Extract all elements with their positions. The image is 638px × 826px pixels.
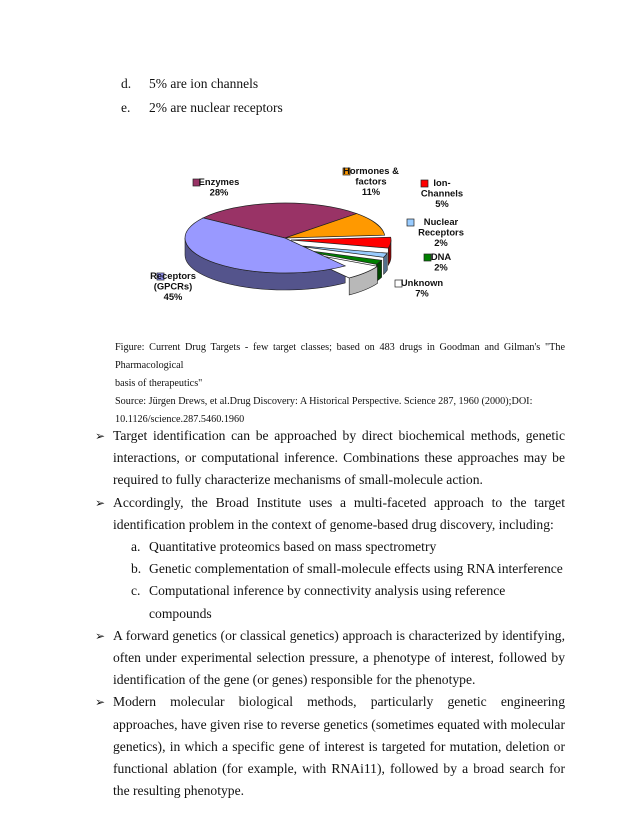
chart-label-line: factors <box>355 175 387 187</box>
bullet-text: Accordingly, the Broad Institute uses a multi-faceted approach to the target identification problem in the context of genome-based drug discovery, including: <box>113 494 565 532</box>
arrow-bullet-icon: ➢ <box>95 429 106 443</box>
list-marker: d. <box>121 76 132 91</box>
caption-line: basis of therapeutics" <box>115 378 203 389</box>
bullet-item <box>95 691 565 802</box>
chart-label-line: (GPCRs) <box>153 280 193 292</box>
chart-label-line: Enzymes <box>198 176 240 187</box>
chart-label-line: Nuclear <box>423 216 459 227</box>
top-list <box>121 72 283 120</box>
list-item <box>121 96 283 120</box>
chart-label-line: Receptors <box>150 270 196 281</box>
chart-label-line: DNA <box>430 251 452 262</box>
sub-list-text: Genetic complementation of small-molecule effects using RNA interference <box>149 561 563 577</box>
bullet-text: Modern molecular biological methods, particularly genetic engineering approaches, have given rise to reverse genetics (sometimes equated with molecular genetics), in which a specific gene of interest is targeted for mutation, deletion or functional ablation (for example, with RNAi11), followed by a broad search for the resulting phenotype. <box>113 694 565 799</box>
arrow-bullet-icon: ➢ <box>95 495 106 510</box>
chart-label-line: 5% <box>435 198 449 210</box>
chart-label-line: 7% <box>415 287 429 299</box>
legend-swatch-nuclear-receptors <box>407 219 414 226</box>
arrow-bullet-icon: ➢ <box>95 628 106 643</box>
sub-list-marker: b. <box>131 561 142 577</box>
chart-label-line: 28% <box>209 186 229 198</box>
chart-label-hormones-factors <box>343 165 399 197</box>
bullet-text: A forward genetics (or classical genetics) approach is characterized by identifying, often under experimental selection pressure, a phenotype of interest, followed by identification of the gene (or genes) responsible for the phenotype. <box>113 627 565 688</box>
chart-label-unknown <box>401 277 443 299</box>
chart-label-nuclear-receptors <box>418 216 464 248</box>
list-text: 5% are ion channels <box>149 76 259 91</box>
sub-list-marker: a. <box>131 539 141 555</box>
chart-label-line: 11% <box>361 186 381 198</box>
chart-label-line: 2% <box>434 237 448 249</box>
list-marker: e. <box>121 100 131 115</box>
sub-list-item <box>95 536 565 558</box>
list-item <box>121 72 283 96</box>
chart-label-line: Channels <box>420 187 464 199</box>
chart-label-line: Receptors <box>418 226 464 238</box>
chart-label-line: 2% <box>434 261 448 273</box>
list-text: 2% are nuclear receptors <box>149 100 283 115</box>
chart-label-line: 45% <box>163 291 183 303</box>
source-line: 10.1126/science.287.5460.1960 <box>115 414 245 425</box>
bullet-list <box>95 425 565 802</box>
bullet-item <box>95 625 565 692</box>
sub-list-item <box>95 558 565 580</box>
caption-line: Figure: Current Drug Targets - few target classes; based on 483 drugs in Goodman and Gilman's "The Pharmacological <box>115 342 565 371</box>
sub-list-marker: c. <box>131 583 141 599</box>
chart-label-enzymes <box>199 176 240 198</box>
drug-targets-pie-chart <box>145 160 475 320</box>
chart-label-dna <box>431 251 452 273</box>
bullet-item <box>95 425 565 492</box>
sub-list-item <box>95 580 565 624</box>
chart-label-line: Ion- <box>433 177 451 188</box>
bullet-item <box>95 492 565 536</box>
sub-list-text: Quantitative proteomics based on mass spectrometry <box>149 539 437 555</box>
chart-label-receptors-gpcrs <box>150 270 196 302</box>
bullet-text: Target identification can be approached by direct biochemical methods, genetic interactions, or computational inference. Combinations these approaches may be required to fully characterize mechanisms of small-molecule action. <box>113 428 565 488</box>
figure-caption <box>115 339 565 429</box>
arrow-bullet-icon: ➢ <box>95 695 106 710</box>
sub-list-text: Computational inference by connectivity analysis using reference compounds <box>149 583 506 621</box>
chart-label-line: Unknown <box>400 277 444 288</box>
chart-label-line: Hormones & <box>343 165 399 176</box>
legend-swatch-ion-channels <box>421 180 428 187</box>
source-line: Source: Jürgen Drews, et al.Drug Discovery: A Historical Perspective. Science 287, 1960 (2000);DOI: <box>115 396 533 407</box>
